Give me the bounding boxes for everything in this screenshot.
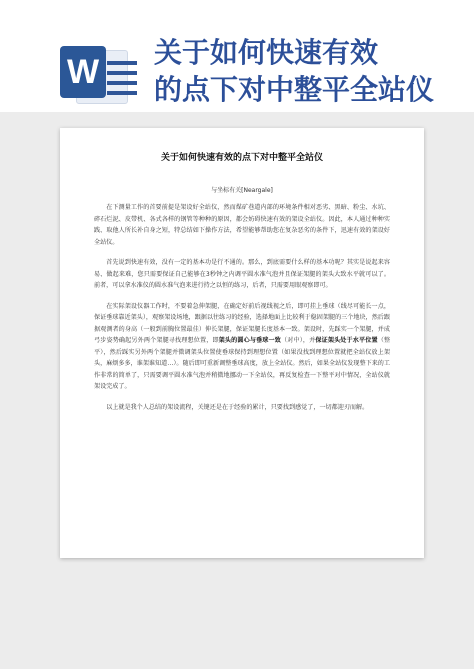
document-body <box>60 194 424 413</box>
document-preview-page <box>60 128 424 558</box>
paragraph-3-part-1: 在实际架设仪器工作时，不要着急伸架腿，在确定好前后视线视之后，即可挂上垂球（线尽可能长一点，保证垂球靠近架头），观察架设场地，跟据以往练习的经验，选择地面上比较利于稳固架腿的三个地块，然后跟据观测者的身高（一般到前胸位置最佳）伸长架腿，保证架腿长度基本一致。架设时，先踩实一个架腿，并成弓步姿势确起另外两个架腿寻找理想位置，即 <box>94 302 390 344</box>
paragraph-3-part-3: （整平），然后踩实另外两个架腿并微调架头位置使垂球保持到理想位置（如果没找到理想位置就把全站仪放上架头，麻烦多多，谁架谁知道…）。随后即可重新调整垂球高度，放上全站仪。然后，如果全站仪发现整下来的工作非常的简单了，只需要调平圆水准气泡并稍微地挪动一下全站仪，再反复检查一下整平对中情况，全站仪就架设完成了。 <box>94 337 391 390</box>
paragraph-2: 首先说到快速有效，没有一定的基本功是行不通的。那么，到底需要什么样的基本功呢？其实是说起来容易、做起来难，您只需要保证自己能够在3秒钟之内调平圆水准气泡并且保证架腿的架头大致水平就可以了。前者，可以拿水准仪的圆水准气泡来进行持之以恒的练习，后者，只需要用眼观察即可。 <box>94 259 390 289</box>
headline <box>154 34 472 108</box>
footer-band <box>0 570 474 669</box>
title-banner <box>0 0 474 112</box>
paragraph-3 <box>94 301 390 393</box>
word-icon <box>60 42 128 104</box>
paragraph-3-bold-2: 保证架头处于水平位置 <box>315 337 378 344</box>
paragraph-3-bold-1: 架头的圆心与垂球一致 <box>218 337 282 344</box>
paragraph-1: 在下测量工作的首要前提是架设好全站仪，然而煤矿巷道内部的环境条件相对恶劣、黑暗、粉尘、水坑、碎石烂泥、皮带机、各式各样的钢管等种种的原因，都会妨碍快速有效的架设全站仪。因此，本人通过种种实践、取他人所长补自身之短，特总结如下操作方法，希望能够帮助您在复杂恶劣的条件下，迅速有效的架设好全站仪。 <box>94 204 390 246</box>
headline-line-2: 的点下对中整平全站仪 <box>154 73 435 106</box>
paragraph-4: 以上就是我个人总结的架设流程，关键还是在于经验的累计，只要找到感觉了，一切都迎刃而解。 <box>106 403 369 411</box>
headline-line-1: 关于如何快速有效 <box>154 36 379 69</box>
document-title: 关于如何快速有效的点下对中整平全站仪 <box>160 153 323 163</box>
word-letter-tile: W <box>60 46 106 98</box>
document-author: 与坐标有关[Neargale] <box>211 187 273 194</box>
paragraph-3-part-2: （对中），并 <box>281 337 316 344</box>
